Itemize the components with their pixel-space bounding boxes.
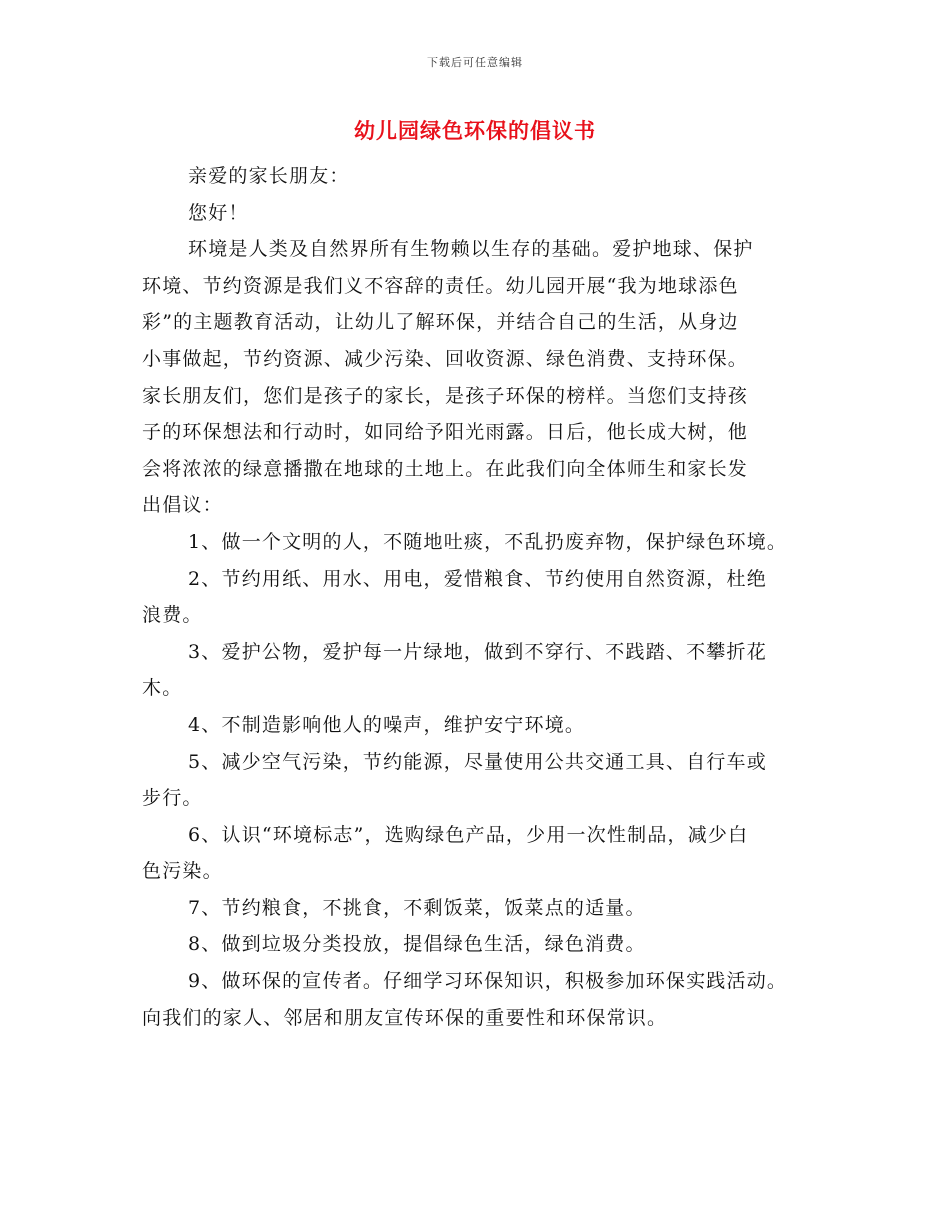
list-item-6: 6、认识“环境标志”，选购绿色产品，少用一次性制品，减少白 xyxy=(188,823,749,846)
list-item-9: 9、做环保的宣传者。仔细学习环保知识，积极参加环保实践活动。 xyxy=(188,970,788,993)
body-line: 彩”的主题教育活动，让幼儿了解环保，并结合自己的生活，从身边 xyxy=(142,311,739,334)
list-item-9-continued: 向我们的家人、邻居和朋友宣传环保的重要性和环保常识。 xyxy=(142,1006,668,1029)
list-item-5: 5、减少空气污染，节约能源，尽量使用公共交通工具、自行车或 xyxy=(188,750,767,773)
body-line: 环境、节约资源是我们义不容辞的责任。幼儿园开展“我为地球添色 xyxy=(142,274,739,297)
header-note: 下载后可任意编辑 xyxy=(427,56,523,69)
document-title: 幼儿园绿色环保的倡议书 xyxy=(354,119,596,143)
body-line: 子的环保想法和行动时，如同给予阳光雨露。日后，他长成大树，他 xyxy=(142,421,749,444)
greeting: 您好！ xyxy=(188,201,249,224)
body-line: 出倡议： xyxy=(142,494,223,517)
body-line: 小事做起，节约资源、减少污染、回收资源、绿色消费、支持环保。 xyxy=(142,347,749,370)
list-item-6-continued: 色污染。 xyxy=(142,860,223,883)
body-line: 家长朋友们，您们是孩子的家长，是孩子环保的榜样。当您们支持孩 xyxy=(142,384,749,407)
list-item-2: 2、节约用纸、用水、用电，爱惜粮食、节约使用自然资源，杜绝 xyxy=(188,567,767,590)
list-item-7: 7、节约粮食，不挑食，不剩饭菜，饭菜点的适量。 xyxy=(188,896,646,919)
body-line: 会将浓浓的绿意播撒在地球的土地上。在此我们向全体师生和家长发 xyxy=(142,457,749,480)
list-item-8: 8、做到垃圾分类投放，提倡绿色生活，绿色消费。 xyxy=(188,933,646,956)
list-item-4: 4、不制造影响他人的噪声，维护安宁环境。 xyxy=(188,713,586,736)
list-item-2-continued: 浪费。 xyxy=(142,604,203,627)
document-body xyxy=(142,158,832,1036)
list-item-5-continued: 步行。 xyxy=(142,787,203,810)
list-item-3: 3、爱护公物，爱护每一片绿地，做到不穿行、不践踏、不攀折花 xyxy=(188,640,767,663)
list-item-3-continued: 木。 xyxy=(142,677,183,700)
salutation: 亲爱的家长朋友： xyxy=(188,165,350,187)
list-item-1: 1、做一个文明的人，不随地吐痰，不乱扔废弃物，保护绿色环境。 xyxy=(188,530,788,553)
body-line: 环境是人类及自然界所有生物赖以生存的基础。爱护地球、保护 xyxy=(188,238,754,261)
